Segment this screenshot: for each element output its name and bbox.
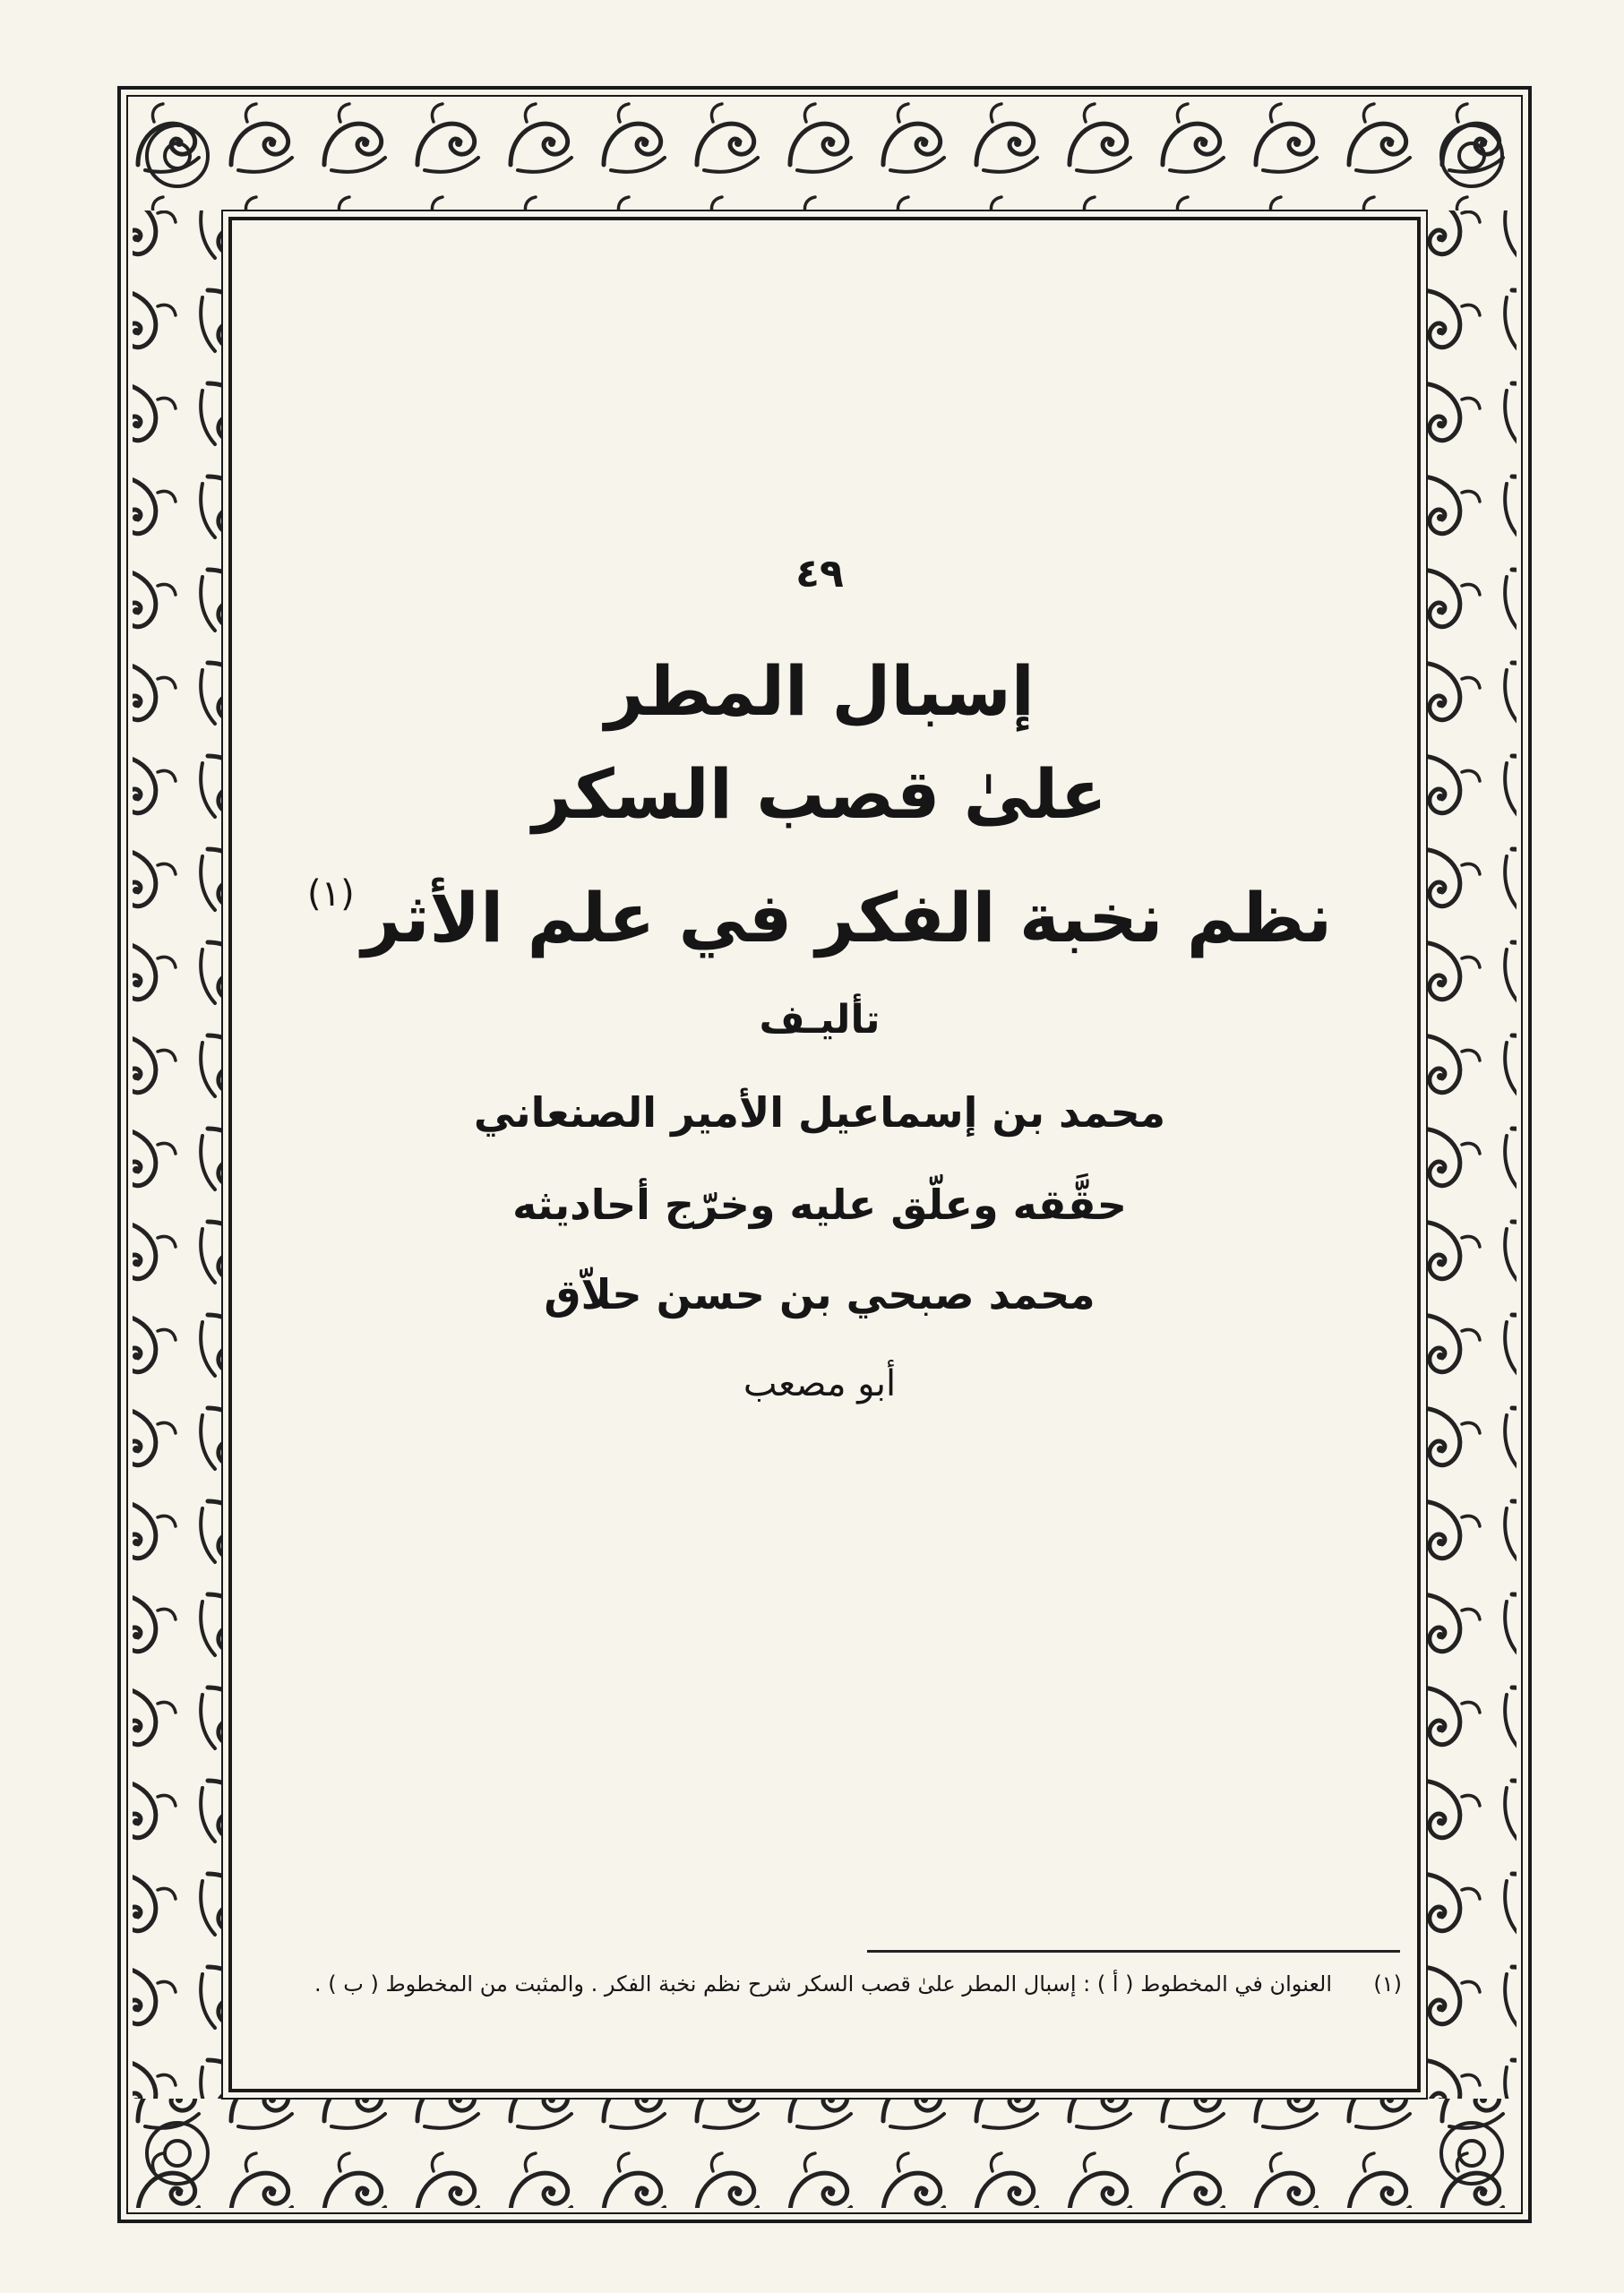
right-ornament-band: [1427, 210, 1517, 2099]
author-name: محمد بن إسماعيل الأمير الصنعاني: [473, 1088, 1166, 1137]
footnote-marker[interactable]: (١): [307, 873, 355, 915]
bottom-ornament-band: [133, 2099, 1517, 2208]
footnote-divider: [867, 1950, 1400, 1953]
page-number: ٤٩: [795, 551, 844, 597]
left-ornament-band: [133, 210, 222, 2099]
footnote-number: (١): [1373, 1971, 1402, 1997]
top-ornament-band: [133, 101, 1517, 210]
editor-kunya: أبو مصعب: [743, 1363, 897, 1404]
title-line-2: علىٰ قصب السكر: [532, 754, 1107, 834]
footnote-text: العنوان في المخطوط ( أ ) : إسبال المطر علىٰ قصب السكر شرح نظم نخبة الفكر . والمثبت من المخطوط ( ب ) .: [314, 1971, 1332, 1997]
title-line-3: [224, 849, 1415, 963]
editor-label: حقَّقه وعلّق عليه وخرّج أحاديثه: [512, 1181, 1127, 1229]
authorship-label: تأليـف: [759, 997, 881, 1043]
title-line-1: إسبال المطر: [605, 651, 1035, 731]
editor-name: محمد صبحي بن حسن حلاّق: [544, 1270, 1096, 1318]
title-line-3-text: نظم نخبة الفكر في علم الأثر: [361, 878, 1332, 958]
footnote: [246, 1968, 1402, 2000]
